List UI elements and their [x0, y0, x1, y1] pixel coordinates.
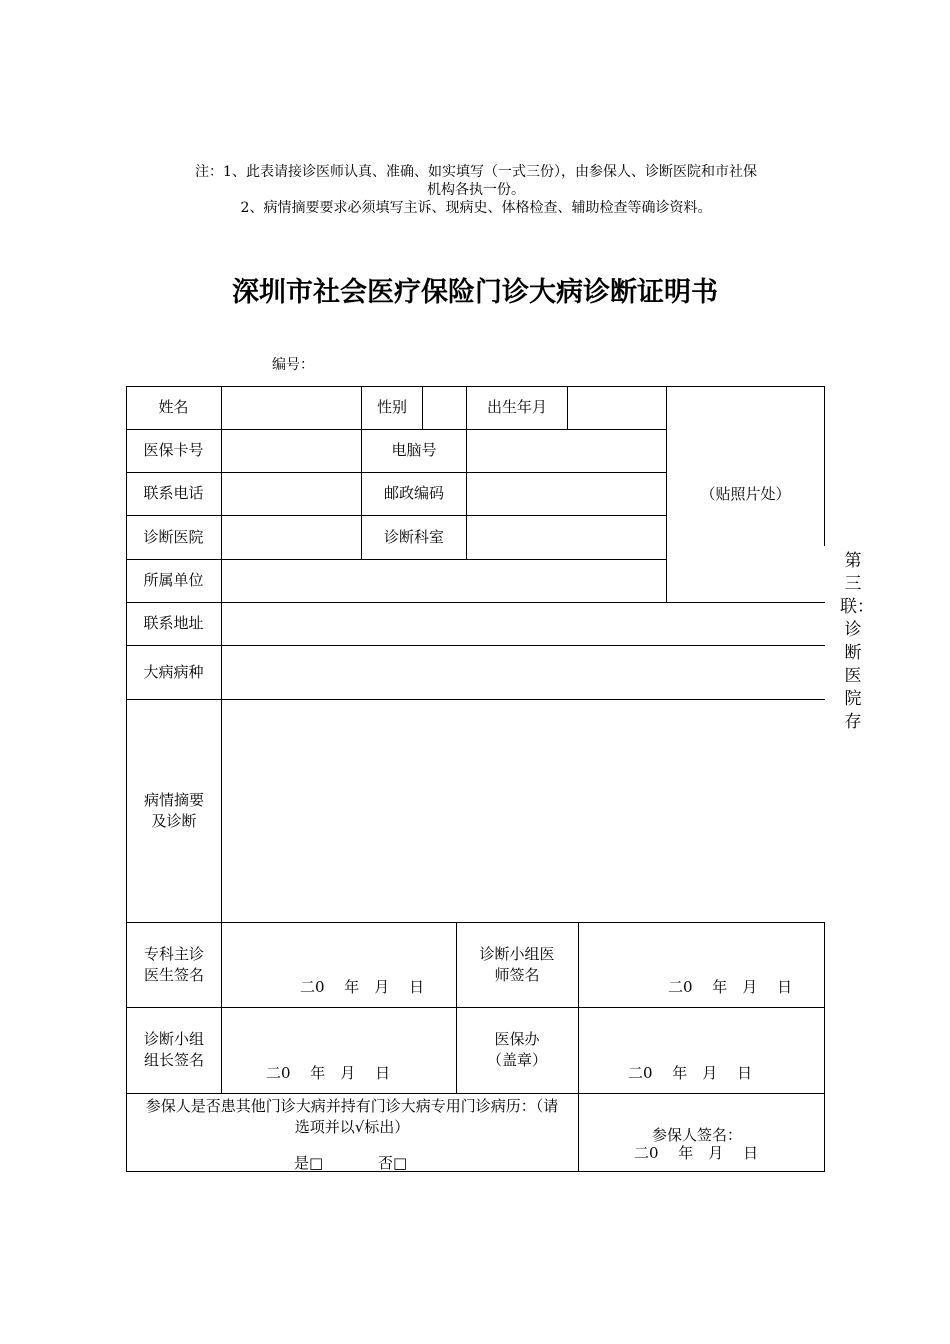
- row-line-9: [126, 1007, 825, 1008]
- label-group-doctor-sign: 诊断小组医师签名: [479, 944, 555, 984]
- border-right-top: [824, 386, 825, 546]
- label-name: 姓名: [158, 398, 189, 416]
- summary-field[interactable]: [222, 699, 824, 922]
- label-summary: 病情摘要及诊断: [143, 790, 204, 830]
- department-field[interactable]: [467, 515, 666, 559]
- note-1: 注：1、此表请接诊医师认真、准确、如实填写（一式三份），由参保人、诊断医院和市社保: [195, 164, 757, 180]
- label-group-leader-sign: 诊断小组组长签名: [143, 1030, 204, 1069]
- border-right-bottom: [824, 922, 825, 1172]
- hospital-field[interactable]: [222, 515, 361, 559]
- label-insurance-card: 医保卡号: [143, 441, 204, 459]
- gender-field[interactable]: [423, 386, 466, 429]
- address-field[interactable]: [222, 602, 824, 645]
- note-2: 2、病情摘要要求必须填写主诉、现病史、体格检查、辅助检查等确诊资料。: [240, 200, 712, 216]
- certificate-form: [126, 386, 825, 1172]
- label-birth: 出生年月: [486, 398, 547, 416]
- name-field[interactable]: [222, 386, 361, 429]
- birth-field[interactable]: [568, 386, 666, 429]
- group-leader-sign-date[interactable]: 二0 年 月 日: [266, 1064, 391, 1082]
- photo-area: （贴照片处）: [700, 484, 791, 503]
- serial-number-label: 编号：: [272, 357, 314, 373]
- phone-field[interactable]: [222, 472, 361, 515]
- col-line-sign-right: [578, 922, 579, 1172]
- row-line-8: [126, 922, 825, 923]
- label-hospital: 诊断医院: [143, 527, 204, 546]
- label-gender: 性别: [376, 398, 407, 416]
- label-specialist-sign: 专科主诊医生签名: [143, 944, 204, 984]
- label-phone: 联系电话: [143, 484, 204, 502]
- postal-code-field[interactable]: [467, 472, 666, 515]
- label-department: 诊断科室: [383, 527, 444, 546]
- group-doctor-sign-date[interactable]: 二0 年 月 日: [668, 978, 793, 996]
- insured-sign-label: 参保人签名：: [652, 1126, 743, 1144]
- label-address: 联系地址: [143, 614, 204, 632]
- insured-sign-date[interactable]: 二0 年 月 日: [634, 1144, 759, 1162]
- label-computer-no: 电脑号: [391, 441, 437, 459]
- copy-label: 第三联：诊断医院存: [840, 551, 874, 732]
- label-postal-code: 邮政编码: [383, 484, 444, 502]
- computer-no-field[interactable]: [467, 429, 666, 472]
- disease-type-field[interactable]: [222, 645, 824, 699]
- employer-field[interactable]: [222, 559, 666, 602]
- label-disease-type: 大病病种: [143, 662, 204, 681]
- label-insurance-office: 医保办（盖章）: [486, 1030, 547, 1069]
- specialist-sign-date[interactable]: 二0 年 月 日: [300, 978, 425, 996]
- notes: [128, 163, 824, 217]
- col-line-sign-mid: [456, 922, 457, 1093]
- other-disease-question: 参保人是否患其他门诊大病并持有门诊大病专用门诊病历：（请选项并以√标出）: [145, 1097, 559, 1136]
- row-line-10: [126, 1093, 825, 1094]
- document-title: 深圳市社会医疗保险门诊大病诊断证明书: [232, 277, 718, 308]
- border-bottom: [126, 1171, 825, 1172]
- insurance-card-field[interactable]: [222, 429, 361, 472]
- insurance-office-date[interactable]: 二0 年 月 日: [628, 1064, 753, 1082]
- option-yes[interactable]: 是□: [294, 1154, 324, 1172]
- option-no[interactable]: 否□: [378, 1154, 408, 1172]
- label-employer: 所属单位: [143, 571, 204, 589]
- note-1-continued: 机构各执一份。: [427, 182, 525, 198]
